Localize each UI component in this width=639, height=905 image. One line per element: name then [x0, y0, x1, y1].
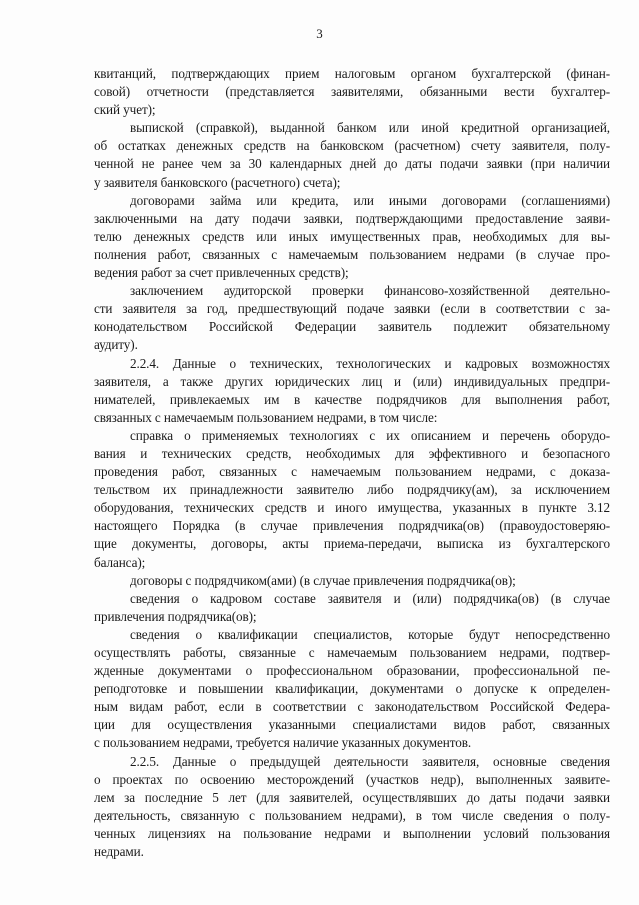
text-line: ным видам работ, если в соответствии с законодательством Российской Федера-	[94, 699, 610, 715]
text-line: сведения о квалификации специалистов, которые будут непосредственно	[130, 626, 610, 642]
text-line: конодательством Российской Федерации заявитель подлежит обязательному	[94, 319, 610, 335]
text-line: сти заявителя за год, предшествующий подаче заявки (если в соответствии с за-	[94, 301, 610, 317]
text-line: 2.2.5. Данные о предыдущей деятельности заявителя, основные сведения	[130, 753, 610, 769]
text-line: ский учет);	[94, 102, 156, 118]
text-line: тельством их принадлежности заявителю либо подрядчику(ам), за исключением	[94, 482, 610, 498]
text-line: проведения работ, связанных с намечаемым пользованием недрами, с доказа-	[94, 464, 610, 480]
text-line: баланса);	[94, 554, 146, 570]
paragraph	[94, 192, 610, 282]
text-line: оборудования, технических средств и иного имущества, указанных в пункте 3.12	[94, 500, 610, 516]
text-line: заключенными на дату подачи заявки, подтверждающими предоставление заяви-	[94, 210, 610, 226]
text-line: ведения работ за счет привлеченных средств);	[94, 265, 349, 281]
paragraph	[94, 572, 610, 590]
text-line: о проектах по освоению месторождений (участков недр), выполненных заявите-	[94, 771, 610, 787]
paragraph	[94, 427, 610, 572]
text-line: щие документы, договоры, акты приема-передачи, выписка из бухгалтерского	[94, 536, 610, 552]
text-line: ченной не ранее чем за 30 календарных дней до даты подачи заявки (при наличии	[94, 156, 610, 172]
text-line: совой) отчетности (представляется заявителями, обязанными вести бухгалтер-	[94, 84, 610, 100]
paragraph	[94, 590, 610, 626]
text-line: телю денежных средств или иных имущественных прав, необходимых для вы-	[94, 228, 610, 244]
page-number: 3	[316, 26, 323, 41]
text-line: осуществлять работы, связанные с намечаемым пользованием недрами, подтвер-	[94, 645, 610, 660]
paragraph	[94, 753, 610, 862]
paragraph	[94, 282, 610, 354]
text-line: связанных с намечаемым пользованием недрами, в том числе:	[94, 409, 438, 425]
text-line: договорами займа или кредита, или иными договорами (соглашениями)	[130, 192, 610, 208]
text-line: сведения о кадровом составе заявителя и (или) подрядчика(ов) (в случае	[130, 590, 610, 606]
text-line: выпиской (справкой), выданной банком или иной кредитной организацией,	[130, 120, 610, 136]
text-line: жденные документами о профессиональном образовании, профессиональной пе-	[94, 663, 610, 679]
paragraph	[94, 65, 610, 119]
text-line: настоящего Порядка (в случае привлечения подрядчика(ов) (правоудостоверяю-	[94, 518, 610, 534]
text-line: деятельность, связанную с пользованием недрами), в том числе сведения о полу-	[94, 807, 610, 823]
text-line: недрами.	[94, 844, 144, 860]
text-line: справка о применяемых технологиях с их описанием и перечень оборудо-	[130, 427, 610, 443]
text-line: вания и технических средств, необходимых для эффективного и безопасного	[94, 445, 610, 461]
text-line: полнения работ, связанных с намечаемым пользованием недрами (в случае про-	[94, 246, 610, 262]
text-line: нимателей, привлекаемых им в качестве подрядчиков для выполнения работ,	[94, 391, 610, 407]
text-line: квитанций, подтверждающих прием налоговым органом бухгалтерской (финан-	[94, 66, 610, 81]
text-line: ции для осуществления указанными специалистами видов работ, связанных	[94, 717, 610, 733]
text-line: лем за последние 5 лет (для заявителей, осуществлявших до даты подачи заявки	[94, 789, 610, 805]
paragraph	[94, 626, 610, 753]
document-body	[94, 65, 610, 861]
text-line: реподготовке и повышении квалификации, документами о допуске к определен-	[94, 681, 610, 697]
text-line: заключением аудиторской проверки финансово-хозяйственной деятельно-	[130, 283, 610, 299]
text-line: у заявителя банковского (расчетного) счета);	[94, 174, 341, 190]
text-line: ченных лицензиях на пользование недрами и выполнении условий пользования	[94, 825, 610, 841]
text-line: договоры с подрядчиком(ами) (в случае привлечения подрядчика(ов);	[130, 572, 516, 588]
paragraph	[94, 119, 610, 191]
text-line: аудиту).	[94, 337, 138, 353]
paragraph	[94, 355, 610, 427]
text-line: 2.2.4. Данные о технических, технологических и кадровых возможностях	[130, 355, 610, 371]
text-line: с пользованием недрами, требуется наличие указанных документов.	[94, 735, 472, 751]
text-line: привлечения подрядчика(ов);	[94, 608, 257, 624]
text-line: об остатках денежных средств на банковском (расчетном) счету заявителя, полу-	[94, 138, 610, 154]
text-line: заявителя, а также других юридических лиц и (или) индивидуальных предпри-	[94, 373, 610, 389]
